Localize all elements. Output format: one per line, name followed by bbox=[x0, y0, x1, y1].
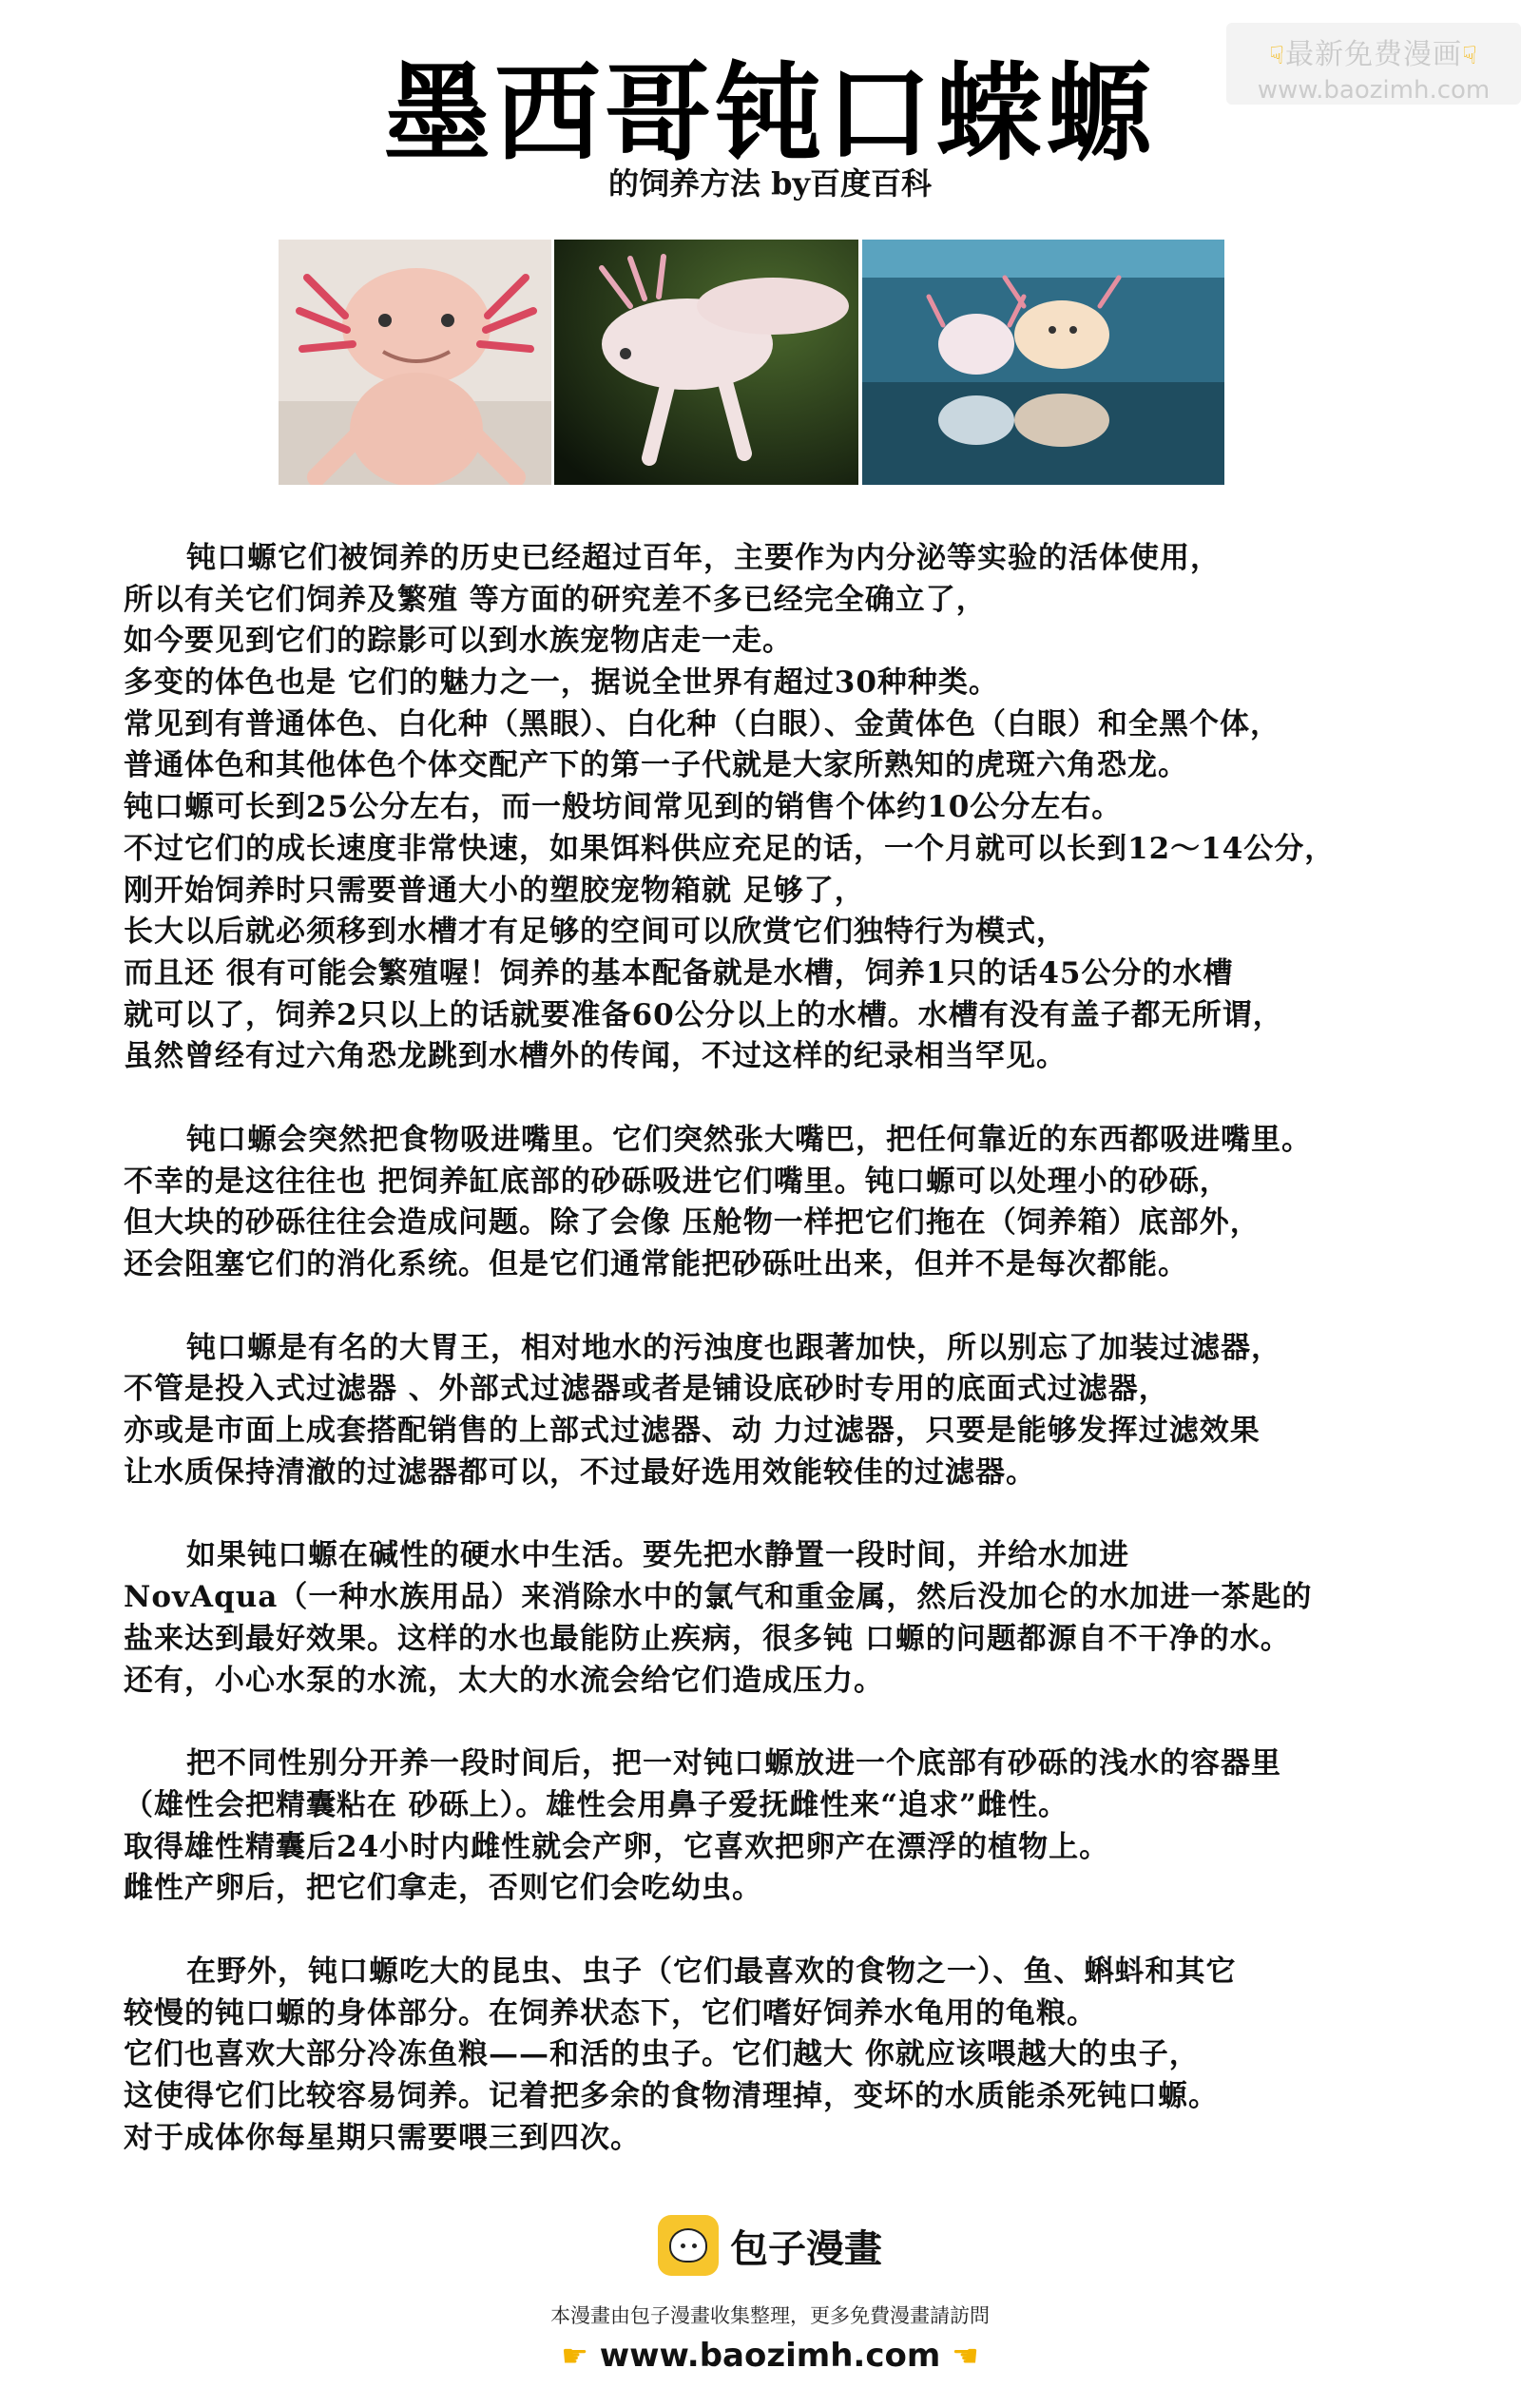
text-line: 常见到有普通体色、白化种（黑眼）、白化种（白眼）、金黄体色（白眼）和全黑个体， bbox=[124, 706, 1280, 741]
footer-note: 本漫畫由包子漫畫收集整理，更多免費漫畫請訪問 bbox=[550, 2304, 990, 2327]
text-line: 雌性产卵后，把它们拿走，否则它们会吃幼虫。 bbox=[124, 1871, 762, 1906]
text-line: 让水质保持清澈的过滤器都可以，不过最好选用效能较佳的过滤器。 bbox=[124, 1454, 1036, 1490]
text-line: 还会阻塞它们的消化系统。但是它们通常能把砂砾吐出来，但并不是每次都能。 bbox=[124, 1247, 1188, 1281]
footer bbox=[0, 2215, 1540, 2375]
paragraph bbox=[124, 1120, 1445, 1286]
text-line: 在野外，钝口螈吃大的昆虫、虫子（它们最喜欢的食物之一）、鱼、蝌蚪和其它 bbox=[186, 1954, 1237, 1989]
text-line: 它们也喜欢大部分冷冻鱼粮——和活的虫子。它们越大 你就应该喂越大的虫子， bbox=[124, 2037, 1200, 2072]
text-line: 盐来达到最好效果。这样的水也最能防止疾病，很多钝 口螈的问题都源自不干净的水。 bbox=[124, 1621, 1291, 1656]
text-line: 如今要见到它们的踪影可以到水族宠物店走一走。 bbox=[124, 624, 793, 659]
text-line: 不管是投入式过滤器 、外部式过滤器或者是铺设底砂时专用的底面式过滤器， bbox=[124, 1372, 1169, 1407]
page-title: 墨西哥钝口蝾螈 bbox=[384, 52, 1156, 176]
text-line: 长大以后就必须移到水槽才有足够的空间可以欣赏它们独特行为模式， bbox=[124, 915, 1067, 950]
paragraph bbox=[124, 538, 1445, 1078]
text-line: NovAqua（一种水族用品）来消除水中的氯气和重金属，然后没加仑的水加进一茶匙的 bbox=[124, 1580, 1313, 1615]
brand-name: 包子漫畫 bbox=[730, 2226, 882, 2271]
text-line: 钝口螈是有名的大胃王，相对地水的污浊度也跟著加快，所以别忘了加装过滤器， bbox=[186, 1330, 1281, 1365]
text-line: 钝口螈它们被饲养的历史已经超过百年，主要作为内分泌等实验的活体使用， bbox=[186, 541, 1221, 575]
pointing-hand-icon: ☚ bbox=[952, 2338, 979, 2374]
text-line: 刚开始饲养时只需要普通大小的塑胶宠物箱就 足够了， bbox=[124, 873, 865, 908]
text-line: 钝口螈会突然把食物吸进嘴里。它们突然张大嘴巴，把任何靠近的东西都吸进嘴里。 bbox=[186, 1122, 1312, 1157]
text-line: 较慢的钝口螈的身体部分。在饲养状态下，它们嗜好饲养水龟用的龟粮。 bbox=[124, 1995, 1097, 2031]
text-line: 把不同性别分开养一段时间后，把一对钝口螈放进一个底部有砂砾的浅水的容器里 bbox=[186, 1746, 1281, 1781]
pointing-hand-icon: ☟ bbox=[1462, 42, 1478, 70]
text-line: 对于成体你每星期只需要喂三到四次。 bbox=[124, 2120, 641, 2155]
text-line: 如果钝口螈在碱性的硬水中生活。要先把水静置一段时间，并给水加进 bbox=[186, 1538, 1129, 1573]
axolotl-photo-2 bbox=[554, 240, 858, 485]
text-line: 而且还 很有可能会繁殖喔！饲养的基本配备就是水槽，饲养1只的话45公分的水槽 bbox=[124, 955, 1234, 991]
article-body bbox=[124, 538, 1445, 2201]
axolotl-photo-1 bbox=[279, 240, 551, 485]
text-line: 虽然曾经有过六角恐龙跳到水槽外的传闻，不过这样的纪录相当罕见。 bbox=[124, 1039, 1067, 1074]
text-line: 亦或是市面上成套搭配销售的上部式过滤器、动 力过滤器，只要是能够发挥过滤效果 bbox=[124, 1414, 1261, 1449]
page-subtitle: 的饲养方法 by百度百科 bbox=[607, 165, 933, 202]
baozi-logo-icon bbox=[658, 2215, 719, 2276]
paragraph bbox=[124, 1952, 1445, 2159]
text-line: 钝口螈可长到25公分左右，而一般坊间常见到的销售个体约10公分左右。 bbox=[124, 790, 1123, 825]
text-line: 取得雄性精囊后24小时内雌性就会产卵，它喜欢把卵产在漂浮的植物上。 bbox=[124, 1829, 1110, 1864]
text-line: （雄性会把精囊粘在 砂砾上）。雄性会用鼻子爱抚雌性来“追求”雌性。 bbox=[124, 1787, 1068, 1822]
text-line: 这使得它们比较容易饲养。记着把多余的食物清理掉，变坏的水质能杀死钝口螈。 bbox=[124, 2079, 1219, 2113]
text-line: 所以有关它们饲养及繁殖 等方面的研究差不多已经完全确立了， bbox=[124, 582, 987, 617]
text-line: 还有，小心水泵的水流，太大的水流会给它们造成压力。 bbox=[124, 1663, 884, 1698]
pointing-hand-icon: ☟ bbox=[1269, 42, 1285, 70]
photo-strip bbox=[279, 240, 1224, 485]
paragraph bbox=[124, 1743, 1445, 1910]
paragraph bbox=[124, 1328, 1445, 1494]
watermark-url: www.baozimh.com bbox=[1257, 76, 1491, 105]
brand bbox=[658, 2215, 882, 2276]
text-line: 不幸的是这往往也 把饲养缸底部的砂砾吸进它们嘴里。钝口螈可以处理小的砂砾， bbox=[124, 1164, 1230, 1199]
watermark-text: 最新免费漫画 bbox=[1285, 38, 1462, 71]
pointing-hand-icon: ☛ bbox=[561, 2338, 588, 2374]
text-line: 不过它们的成长速度非常快速，如果饵料供应充足的话，一个月就可以长到12～14公分， bbox=[124, 831, 1336, 866]
paragraph bbox=[124, 1535, 1445, 1702]
text-line: 但大块的砂砾往往会造成问题。除了会像 压舱物一样把它们拖在（饲养箱）底部外， bbox=[124, 1205, 1261, 1241]
text-line: 普通体色和其他体色个体交配产下的第一子代就是大家所熟知的虎斑六角恐龙。 bbox=[124, 748, 1188, 783]
axolotl-photo-3 bbox=[862, 240, 1224, 485]
text-line: 就可以了，饲养2只以上的话就要准备60公分以上的水槽。水槽有没有盖子都无所谓， bbox=[124, 997, 1283, 1032]
footer-url[interactable]: www.baozimh.com bbox=[599, 2337, 941, 2375]
text-line: 多变的体色也是 它们的魅力之一，据说全世界有超过30种种类。 bbox=[124, 665, 999, 701]
